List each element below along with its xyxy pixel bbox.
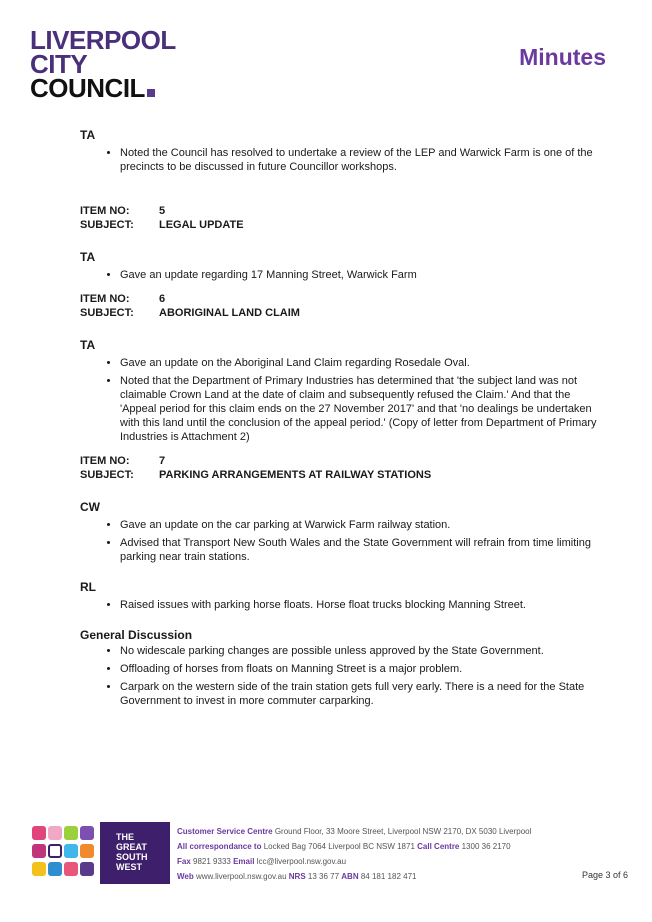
subject: LEGAL UPDATE [159, 219, 244, 231]
list-item: • Gave an update regarding 17 Manning Street, Warwick Farm [120, 268, 600, 282]
agenda-item-5 [80, 204, 600, 232]
list-item: • Advised that Transport New South Wales and the State Government will refrain from time limiting parking near train stations. [120, 536, 600, 564]
list-item: • Gave an update on the Aboriginal Land Claim regarding Rosedale Oval. [120, 356, 600, 370]
council-logo [30, 25, 176, 103]
speaker-cw: CW [80, 500, 100, 514]
general-discussion-heading: General Discussion [80, 628, 193, 642]
item-no: 6 [159, 293, 166, 305]
speaker-ta-3: TA [80, 338, 96, 352]
list-item: • Gave an update on the car parking at Warwick Farm railway station. [120, 518, 600, 532]
page-footer [28, 822, 628, 892]
agenda-item-7 [80, 454, 600, 482]
subject-label: SUBJECT: [80, 219, 134, 231]
bullet-list [80, 356, 600, 444]
list-item: • No widescale parking changes are possible unless approved by the State Government. [120, 644, 600, 658]
item-no-label: ITEM NO: [80, 455, 130, 467]
contact-details: Customer Service Centre Ground Floor, 33 Moore Street, Liverpool NSW 2170, DX 5030 Liverpool All correspondance to Locked Bag 7064 Liverpool BC NSW 1871 Call Centre 1300 36 2170 Fax 9821 9333 Email lcc@liverpool.nsw.gov.au Web www.liverpool.nsw.gov.au NRS 13 36 77 ABN 84 181 182 471 [177, 827, 532, 881]
great-south-west-brand: THE GREAT SOUTH WEST [100, 822, 170, 884]
subject: ABORIGINAL LAND CLAIM [159, 307, 300, 319]
list-item: • Raised issues with parking horse floats. Horse float trucks blocking Manning Street. [120, 598, 600, 612]
logo-mark-icon [147, 89, 155, 97]
list-item: • Offloading of horses from floats on Manning Street is a major problem. [120, 662, 600, 676]
bullet-list [80, 518, 600, 564]
speaker-ta-1: TA [80, 128, 96, 142]
subject: PARKING ARRANGEMENTS AT RAILWAY STATIONS [159, 469, 432, 481]
page-number: Page 3 of 6 [581, 870, 628, 880]
list-item: • Carpark on the western side of the train station gets full very early. There is a need for the State Government to invest in more commuter carparking. [120, 680, 600, 708]
speaker-rl: RL [80, 580, 96, 594]
bullet-list [80, 644, 600, 708]
item-no: 5 [159, 205, 166, 217]
item-no: 7 [159, 455, 166, 467]
document-type: Minutes [519, 44, 606, 70]
bullet-list [80, 598, 600, 612]
subject-label: SUBJECT: [80, 307, 134, 319]
bullet-list [80, 146, 600, 174]
item-no-label: ITEM NO: [80, 205, 130, 217]
minutes-body [80, 128, 600, 712]
item-no-label: ITEM NO: [80, 293, 130, 305]
list-item: • Noted that the Department of Primary Industries has determined that 'the subject land was not claimable Crown Land at the date of claim and subsequently refused the Claim.' And that the 'Appeal period for this claim ends on the 27 November 2017' and that 'no dealings be undertaken with this land until the conclusion of the appeal period.' (Copy of letter from Department of Primary Industries is Attachment 2) [120, 374, 600, 444]
bullet-list [80, 268, 600, 282]
logo-line-1: LIVERPOOL [30, 25, 176, 55]
liverpool-tiles-logo [28, 822, 100, 884]
subject-label: SUBJECT: [80, 469, 134, 481]
agenda-item-6 [80, 292, 600, 320]
logo-line-3: COUNCIL [30, 76, 176, 100]
speaker-ta-2: TA [80, 250, 96, 264]
logo-line-2: CITY [30, 49, 88, 79]
list-item: • Noted the Council has resolved to undertake a review of the LEP and Warwick Farm is one of the precincts to be discussed in future Councillor workshops. [120, 146, 600, 174]
